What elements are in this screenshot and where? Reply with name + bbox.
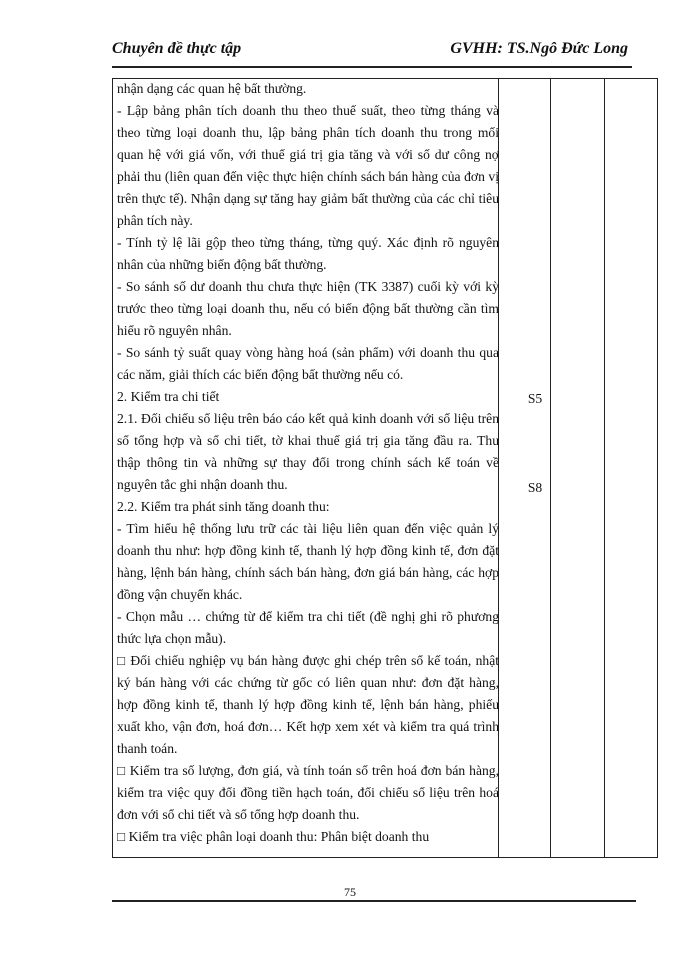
page-header <box>112 40 628 62</box>
procedure-text <box>117 78 499 848</box>
header-title: Chuyên đề thực tập <box>112 40 242 57</box>
table-border-bottom <box>112 857 658 858</box>
header-rule <box>112 66 632 68</box>
checklist-item: □ Kiểm tra số lượng, đơn giá, và tính toán số trên hoá đơn bán hàng, kiểm tra việc quy đổi đồng tiền hạch toán, đối chiếu số liệu trên hoá đơn với sổ chi tiết và sổ tổng hợp doanh thu. <box>117 763 499 822</box>
table-divider-col3 <box>604 78 605 858</box>
ref-code-s8: S8 <box>527 480 543 495</box>
paragraph: - Tìm hiểu hệ thống lưu trữ các tài liệu liên quan đến việc quản lý doanh thu như: hợp đồng kinh tế, thanh lý hợp đồng kinh tế, đơn đặt hàng, lệnh bán hàng, chính sách bán hàng, đơn giá bán hàng, các hợp đồng vận chuyển khác. <box>117 521 499 602</box>
paragraph: - Tính tỷ lệ lãi gộp theo từng tháng, từng quý. Xác định rõ nguyên nhân của những biến động bất thường. <box>117 235 499 272</box>
audit-procedure-table <box>112 78 658 858</box>
paragraph: - So sánh tỷ suất quay vòng hàng hoá (sản phẩm) với doanh thu qua các năm, giải thích các biến động bất thường nếu có. <box>117 345 499 382</box>
ref-code-s5: S5 <box>527 391 543 406</box>
table-border-left <box>112 78 113 858</box>
table-border-right <box>657 78 658 858</box>
subsection-heading: 2.2. Kiểm tra phát sinh tăng doanh thu: <box>117 499 330 514</box>
checklist-item: □ Kiểm tra việc phân loại doanh thu: Phân biệt doanh thu <box>117 829 430 844</box>
paragraph: 2.1. Đối chiếu số liệu trên báo cáo kết quả kinh doanh với số liệu trên sổ tổng hợp và sổ chi tiết, tờ khai thuế giá trị gia tăng đầu ra. Thu thập thông tin và những sự thay đổi trong chính sách kế toán về nguyên tắc ghi nhận doanh thu. <box>117 411 499 492</box>
paragraph: - Chọn mẫu … chứng từ để kiểm tra chi tiết (đề nghị ghi rõ phương thức lựa chọn mẫu). <box>117 609 499 646</box>
table-divider-ref <box>550 78 551 858</box>
paragraph: - So sánh số dư doanh thu chưa thực hiện (TK 3387) cuối kỳ với kỳ trước theo từng loại doanh thu, nếu có biến động bất thường cần tìm hiểu rõ nguyên nhân. <box>117 279 499 338</box>
checklist-item: □ Đối chiếu nghiệp vụ bán hàng được ghi chép trên sổ kế toán, nhật ký bán hàng với các chứng từ gốc có liên quan như: đơn đặt hàng, hợp đồng kinh tế, thanh lý hợp đồng kinh tế, lệnh bán hàng, phiếu xuất kho, vận đơn, hoá đơn… Kết hợp xem xét và kiểm tra quá trình thanh toán. <box>117 653 499 756</box>
page-number: 75 <box>344 885 356 899</box>
footer-rule <box>112 900 636 902</box>
paragraph: nhận dạng các quan hệ bất thường. <box>117 81 307 96</box>
paragraph: - Lập bảng phân tích doanh thu theo thuế suất, theo từng tháng và theo từng loại doanh thu, lập bảng phân tích doanh thu trong mối quan hệ với giá vốn, với thuế giá trị gia tăng và với số dư công nợ phải thu (liên quan đến việc thực hiện chính sách bán hàng của đơn vị trên thực tế). Nhận dạng sự tăng hay giảm bất thường của các chỉ tiêu phân tích này. <box>117 103 499 228</box>
header-supervisor: GVHH: TS.Ngô Đức Long <box>450 40 628 57</box>
section-heading: 2. Kiểm tra chi tiết <box>117 389 220 404</box>
